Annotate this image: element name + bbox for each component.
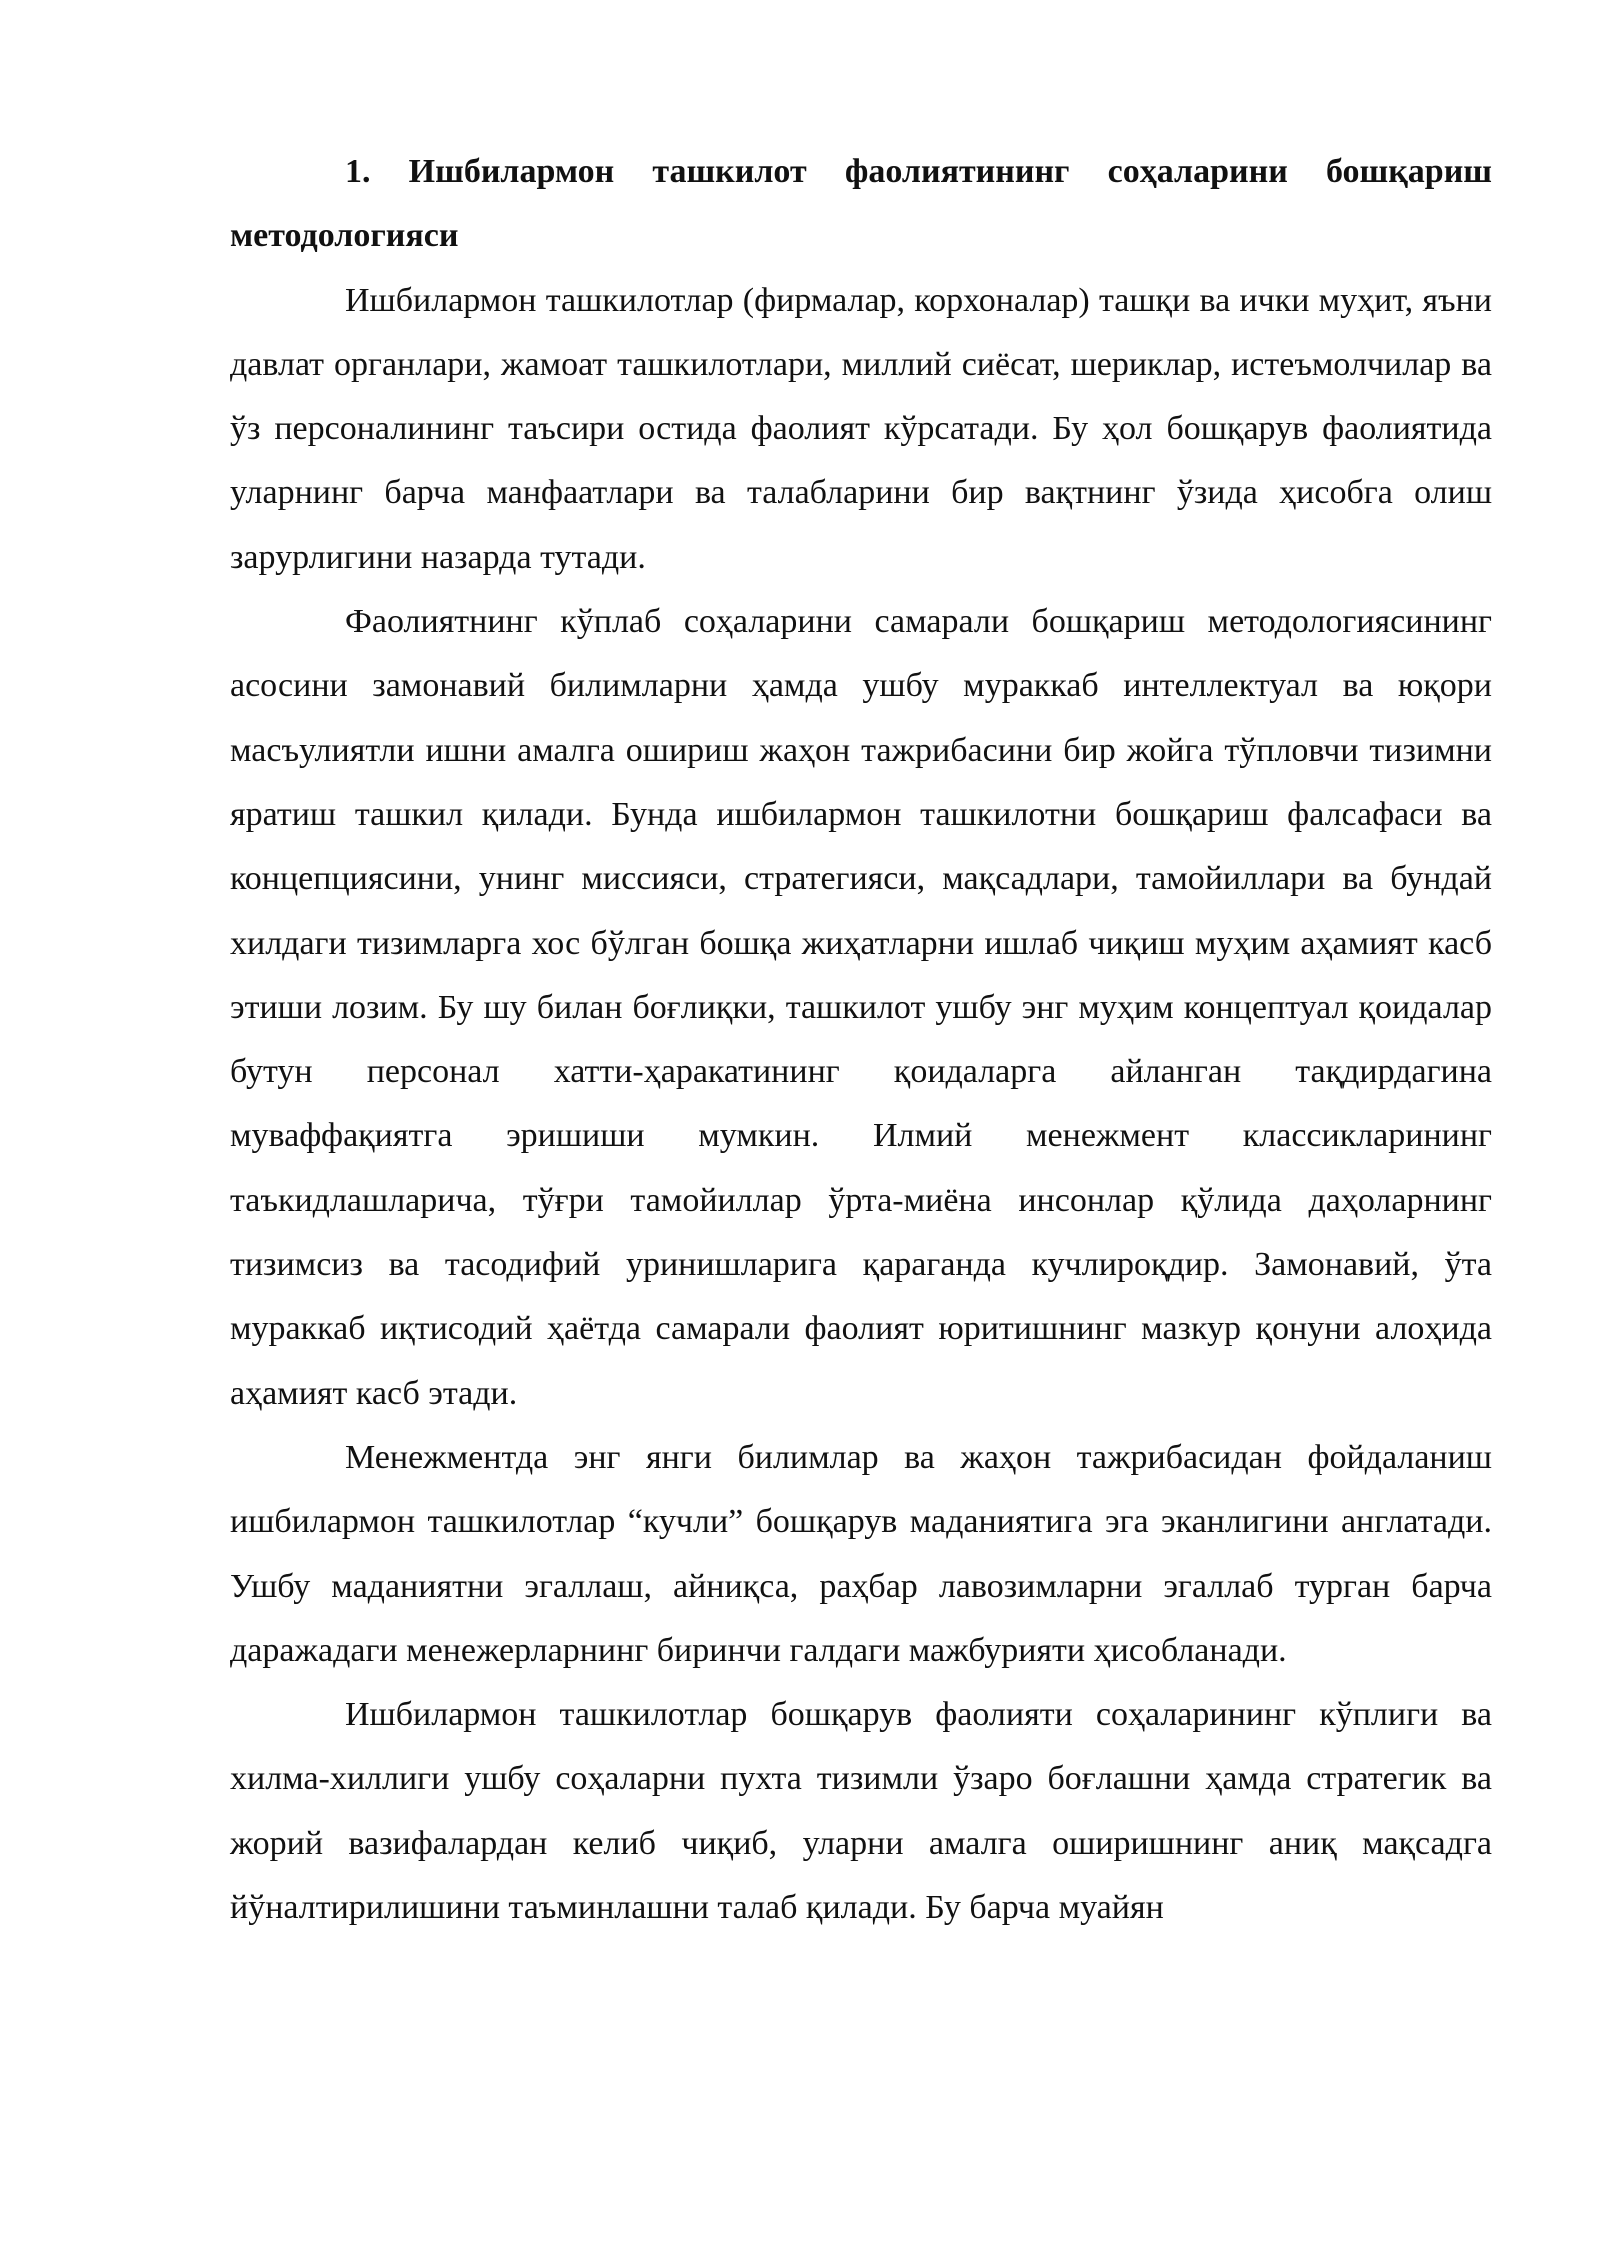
paragraph-4: Ишбилармон ташкилотлар бошқарув фаолияти соҳаларининг кўплиги ва хилма-хиллиги ушбу соҳаларни пухта тизимли ўзаро боғлашни ҳамда стратегик ва жорий вазифалардан келиб чиқиб, уларни амалга оширишнинг аниқ мақсадга йўналтирилишини таъминлашни талаб қилади. Бу барча муайян: [230, 1696, 1492, 1927]
section-heading: 1. Ишбилармон ташкилот фаолиятининг соҳаларини бошқариш методологияси: [230, 153, 1492, 255]
paragraph-3: Менежментда энг янги билимлар ва жаҳон тажрибасидан фойдаланиш ишбилармон ташкилотлар “кучли” бошқарув маданиятига эга эканлигини англатади. Ушбу маданиятни эгаллаш, айниқса, раҳбар лавозимларни эгаллаб турган барча даражадаги менежерларнинг биринчи галдаги мажбурияти ҳисобланади.: [230, 1438, 1492, 1669]
document-page: [230, 140, 1492, 1940]
paragraph-2: Фаолиятнинг кўплаб соҳаларини самарали бошқариш методологиясининг асосини замонавий билимларни ҳамда ушбу мураккаб интеллектуал ва юқори масъулиятли ишни амалга ошириш жаҳон тажрибасини бир жойга тўпловчи тизимни яратиш ташкил қилади. Бунда ишбилармон ташкилотни бошқариш фалсафаси ва концепциясини, унинг миссияси, стратегияси, мақсадлари, тамойиллари ва бундай хилдаги тизимларга хос бўлган бошқа жиҳатларни ишлаб чиқиш муҳим аҳамият касб этиши лозим. Бу шу билан боғлиқки, ташкилот ушбу энг муҳим концептуал қоидалар бутун персонал хатти-ҳаракатининг қоидаларга айланган тақдирдагина муваффақиятга эришиши мумкин. Илмий менежмент классикларининг таъкидлашларича, тўғри тамойиллар ўрта-миёна инсонлар қўлида даҳоларнинг тизимсиз ва тасодифий уринишларига қараганда кучлироқдир. Замонавий, ўта мураккаб иқтисодий ҳаётда самарали фаолият юритишнинг мазкур қонуни алоҳида аҳамият касб этади.: [230, 603, 1492, 1412]
paragraph-1: Ишбилармон ташкилотлар (фирмалар, корхоналар) ташқи ва ички муҳит, яъни давлат органлари, жамоат ташкилотлари, миллий сиёсат, шериклар, истеъмолчилар ва ўз персоналининг таъсири остида фаолият кўрсатади. Бу ҳол бошқарув фаолиятида уларнинг барча манфаатлари ва талабларини бир вақтнинг ўзида ҳисобга олиш зарурлигини назарда тутади.: [230, 281, 1492, 576]
